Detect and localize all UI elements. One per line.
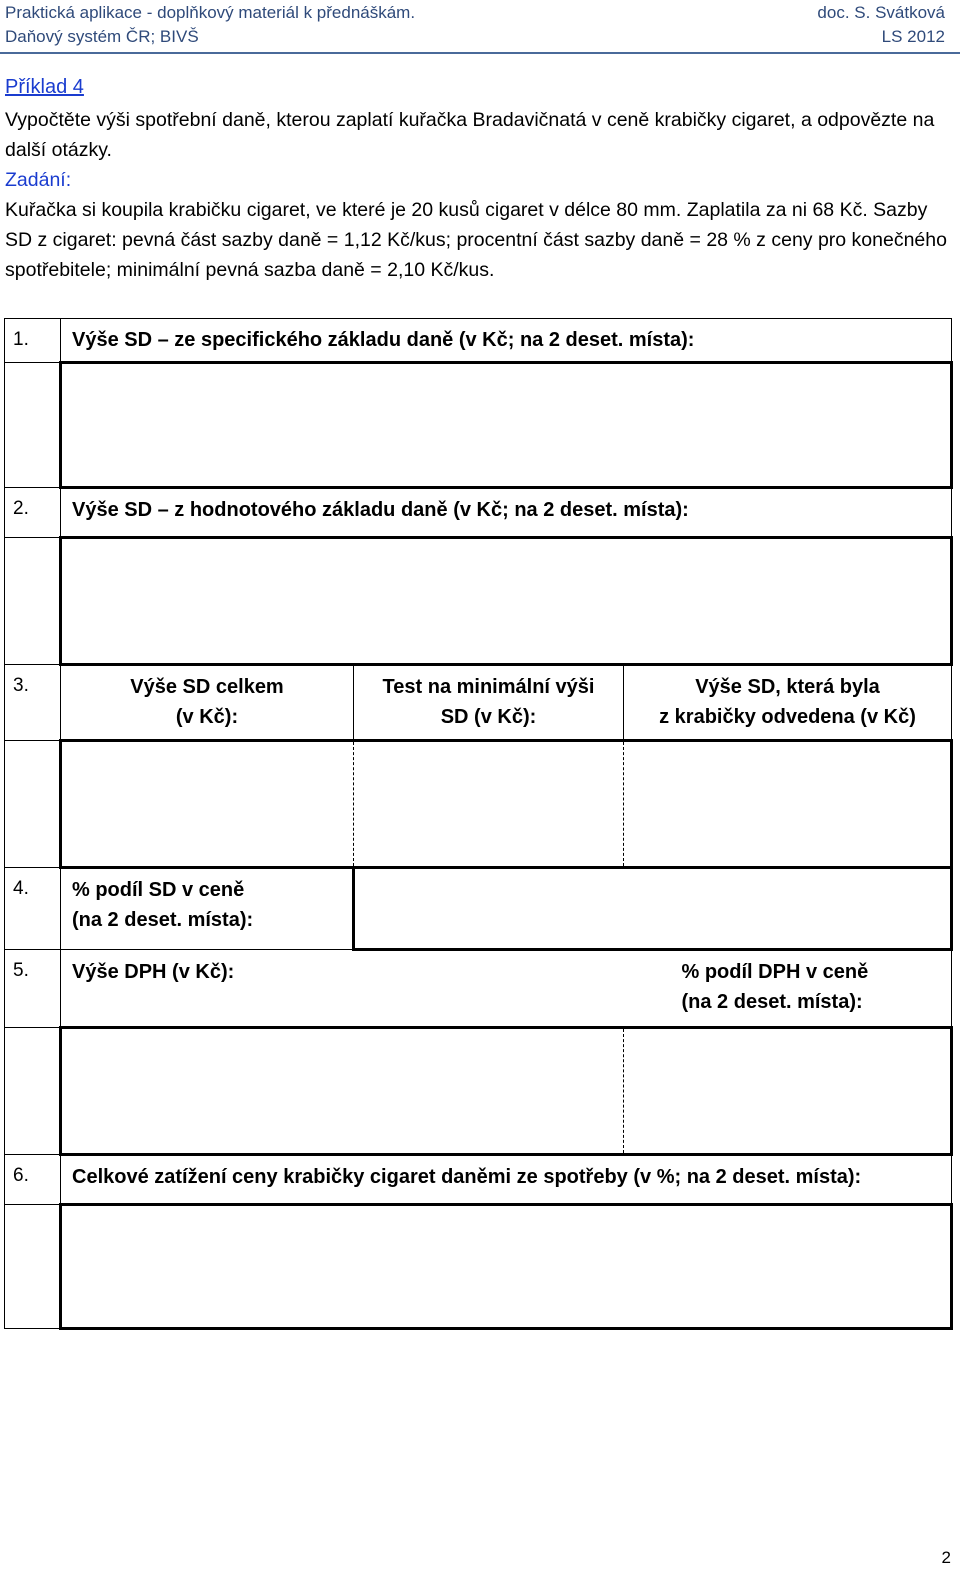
q1-label: Výše SD – ze specifického základu daně (v Kč; na 2 deset. místa): (61, 319, 952, 363)
example-intro (5, 105, 955, 285)
assignment-text: Kuřačka si koupila krabičku cigaret, ve které je 20 kusů cigaret v délce 80 mm. Zaplatila za ni 68 Kč. Sazby SD z cigaret: pevná část sazby daně = 1,12 Kč/kus; procentní část sazby daně = 28 % z ceny pro konečného spotřebitele; minimální pevná sazba daně = 2,10 Kč/kus. (5, 199, 947, 281)
q5-label2 (624, 950, 952, 1028)
header-course-title: Praktická aplikace - doplňkový materiál k přednáškám. (5, 3, 416, 22)
q4-answer-box[interactable] (354, 868, 952, 950)
q3-col3-line1: Výše SD, která byla (695, 676, 880, 698)
q2-answer-box[interactable] (61, 538, 952, 665)
q3-col3-line2: z krabičky odvedena (v Kč) (659, 706, 916, 728)
header-term: LS 2012 (881, 27, 945, 46)
q5-label2-line2: (na 2 deset. místa): (681, 991, 863, 1013)
q1-spacer (5, 363, 61, 488)
q1-number: 1. (5, 319, 61, 363)
q2-number: 2. (5, 488, 61, 538)
q4-number: 4. (5, 868, 61, 950)
q5-vat-share-answer-box[interactable] (624, 1028, 952, 1155)
q3-number: 3. (5, 665, 61, 741)
q5-label2-line1: % podíl DPH v ceně (681, 961, 869, 983)
q6-answer-box[interactable] (61, 1205, 952, 1329)
q2-spacer (5, 538, 61, 665)
q6-spacer (5, 1205, 61, 1329)
task-text: Vypočtěte výši spotřební daně, kterou zaplatí kuřačka Bradavičnatá v ceně krabičky cigaret, a odpovězte na další otázky. (5, 109, 935, 161)
q3-col2-label (354, 665, 624, 741)
q4-label-line2: (na 2 deset. místa): (72, 909, 254, 931)
q5-number: 5. (5, 950, 61, 1028)
q3-col2-line1: Test na minimální výši (382, 676, 595, 698)
q3-col3-answer-box[interactable] (624, 741, 952, 868)
example-title: Příklad 4 (5, 76, 84, 98)
q1-answer-box[interactable] (61, 363, 952, 488)
q3-col1-label (61, 665, 354, 741)
q5-label: Výše DPH (v Kč): (61, 950, 624, 1028)
q2-label: Výše SD – z hodnotového základu daně (v Kč; na 2 deset. místa): (61, 488, 952, 538)
q6-number: 6. (5, 1155, 61, 1205)
answer-table (4, 318, 953, 1330)
q3-col1-line1: Výše SD celkem (130, 676, 284, 698)
q6-label: Celkové zatížení ceny krabičky cigaret daněmi ze spotřeby (v %; na 2 deset. místa): (61, 1155, 952, 1205)
header-course-subtitle: Daňový systém ČR; BIVŠ (5, 27, 199, 46)
q4-label (61, 868, 354, 950)
q4-label-line1: % podíl SD v ceně (72, 879, 245, 901)
header-rule (0, 52, 960, 54)
q3-col3-label (624, 665, 952, 741)
q3-col1-answer-box[interactable] (61, 741, 354, 868)
q3-spacer (5, 741, 61, 868)
page-number: 2 (941, 1548, 951, 1567)
header-author: doc. S. Svátková (817, 3, 945, 22)
q5-spacer (5, 1028, 61, 1155)
q3-col1-line2: (v Kč): (175, 706, 239, 728)
q3-col2-line2: SD (v Kč): (440, 706, 537, 728)
assignment-label: Zadání: (5, 169, 72, 191)
q3-col2-answer-box[interactable] (354, 741, 624, 868)
q5-vat-answer-box[interactable] (61, 1028, 624, 1155)
